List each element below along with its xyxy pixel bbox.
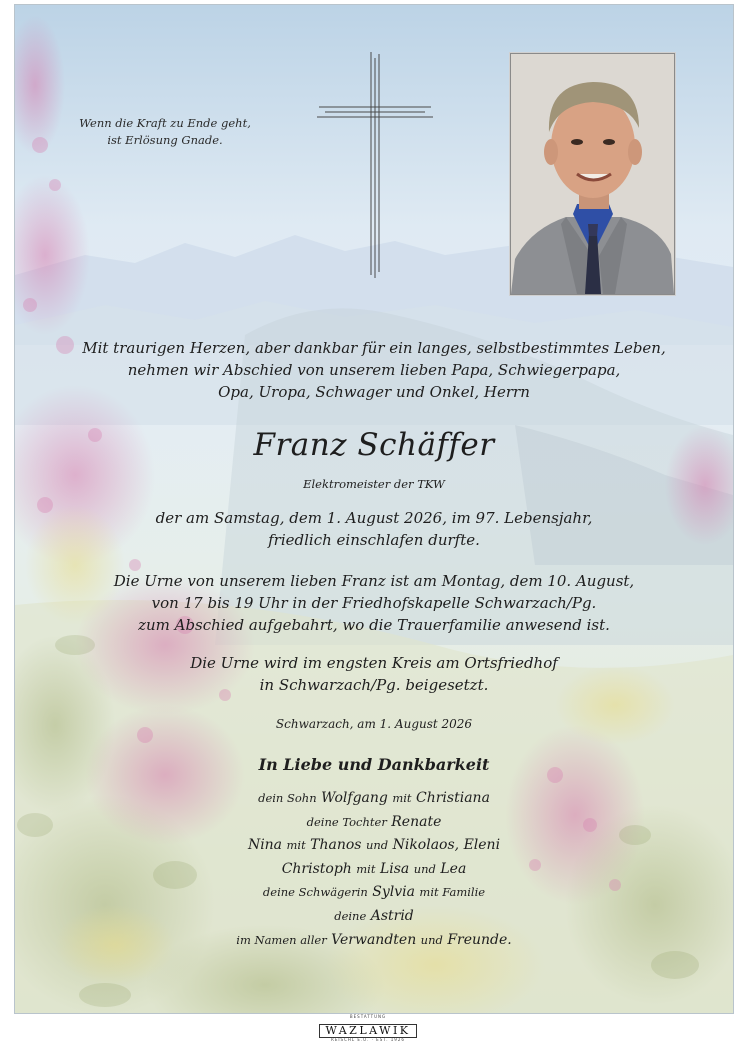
burial-line-2: in Schwarzach/Pg. beigesetzt. (259, 676, 489, 694)
urn-viewing-line-2: von 17 bis 19 Uhr in der Friedhofskapelle Schwarzach/Pg. (151, 594, 597, 612)
death-line-2: friedlich einschlafen durfte. (268, 531, 480, 549)
funeral-home-logo (308, 1014, 428, 1042)
mourner-line: Nina mit Thanos und Nikolaos, Eleni (247, 837, 501, 854)
deceased-profession: Elektromeister der TKW (303, 477, 445, 491)
mourner-line: deine Tochter Renate (306, 813, 442, 830)
logo-bottom-text: REISCHL E.U. · EST. 1926 (331, 1037, 405, 1042)
mourners-list (15, 787, 733, 952)
mourner-line: deine Astrid (334, 907, 414, 924)
mourner-line: Christoph mit Lisa und Lea (281, 860, 467, 877)
mourner-line: im Namen aller Verwandten und Freunde. (236, 931, 512, 948)
logo-brand-text: WAZLAWIK (319, 1024, 416, 1038)
portrait-photo (510, 53, 675, 295)
cross-icon (315, 50, 435, 280)
mourner-line: deine Schwägerin Sylvia mit Familie (262, 884, 486, 901)
mourner-line: dein Sohn Wolfgang mit Christiana (258, 790, 490, 806)
intro-line-1: Mit traurigen Herzen, aber dankbar für ein langes, selbstbestimmtes Leben, (82, 339, 666, 357)
opening-quote (45, 115, 285, 149)
obituary-card (14, 4, 734, 1014)
death-notice (15, 507, 733, 551)
intro-text (15, 337, 733, 403)
urn-viewing-notice (15, 570, 733, 636)
place-and-date: Schwarzach, am 1. August 2026 (275, 717, 473, 731)
thanks-heading: In Liebe und Dankbarkeit (258, 755, 490, 774)
urn-viewing-line-3: zum Abschied aufgebahrt, wo die Trauerfamilie anwesend ist. (138, 616, 610, 634)
urn-viewing-line-1: Die Urne von unserem lieben Franz ist am Montag, dem 10. August, (113, 572, 635, 590)
quote-line-1: Wenn die Kraft zu Ende geht, (79, 116, 251, 130)
quote-line-2: ist Erlösung Gnade. (107, 133, 223, 147)
deceased-name: Franz Schäffer (253, 427, 495, 463)
intro-line-2: nehmen wir Abschied von unserem lieben Papa, Schwiegerpapa, (127, 361, 621, 379)
intro-line-3: Opa, Uropa, Schwager und Onkel, Herrn (218, 383, 530, 401)
death-line-1: der am Samstag, dem 1. August 2026, im 97. Lebensjahr, (155, 509, 593, 527)
burial-line-1: Die Urne wird im engsten Kreis am Ortsfriedhof (190, 654, 558, 672)
burial-notice (15, 652, 733, 696)
logo-top-text: BESTATTUNG (349, 1014, 387, 1019)
